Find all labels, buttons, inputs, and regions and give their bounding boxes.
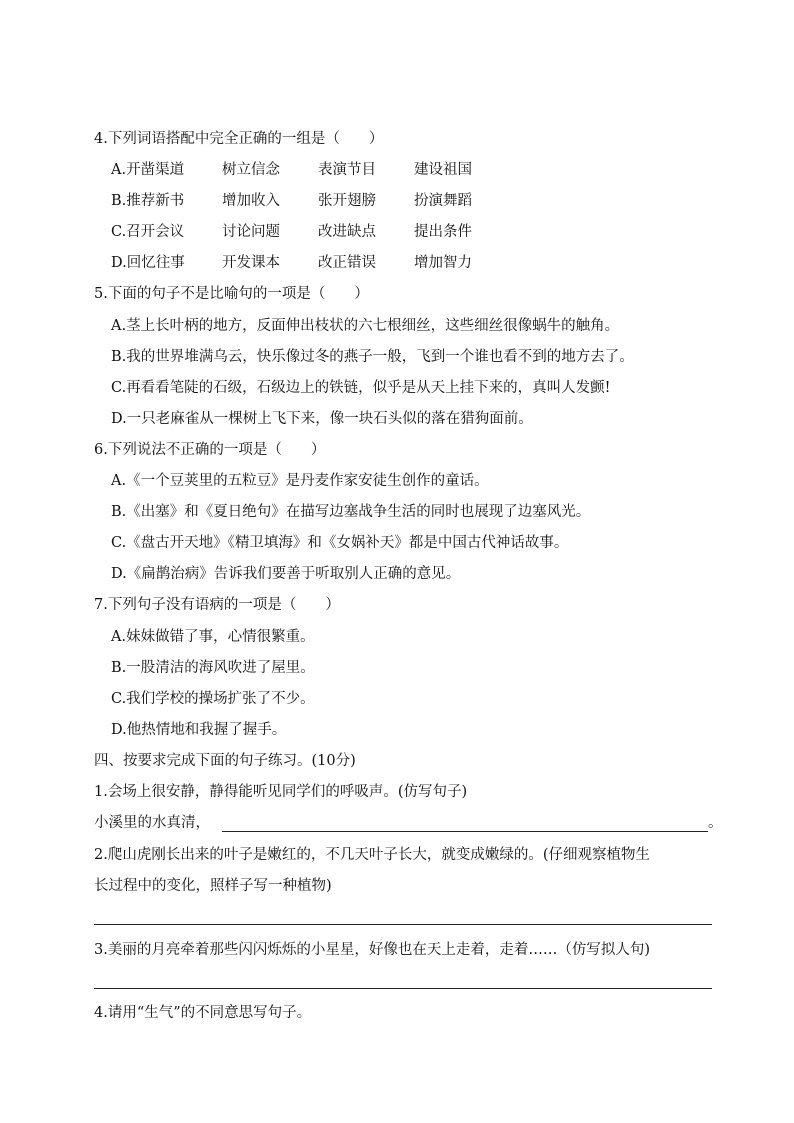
- sentence-2-prompt-line-1: 2.爬山虎刚长出来的叶子是嫩红的，不几天叶子长大，就变成嫩绿的。(仔细观察植物生: [94, 847, 650, 863]
- section-4-heading: 四、按要求完成下面的句子练习。(10分): [94, 753, 356, 769]
- q4-option-c-2: 讨论问题: [222, 224, 280, 240]
- q7-option-c: C.我们学校的操场扩张了不少。: [111, 691, 315, 707]
- sentence-1-prompt: 1.会场上很安静，静得能听见同学们的呼吸声。(仿写句子): [94, 784, 468, 800]
- sentence-1-period: 。: [708, 815, 723, 831]
- sentence-1-answer-blank[interactable]: [222, 831, 708, 832]
- q4-option-c-1: C.召开会议: [111, 224, 185, 240]
- q4-option-b-4: 扮演舞蹈: [414, 193, 472, 209]
- question-7-stem: 7.下列句子没有语病的一项是（ ）: [94, 597, 340, 613]
- q7-option-b: B.一股清洁的海风吹进了屋里。: [111, 660, 315, 676]
- q4-option-d-3: 改正错误: [318, 255, 376, 271]
- question-6-stem: 6.下列说法不正确的一项是（ ）: [94, 442, 326, 458]
- q4-option-a-2: 树立信念: [222, 162, 280, 178]
- q6-option-b: B.《出塞》和《夏日绝句》在描写边塞战争生活的同时也展现了边塞风光。: [111, 504, 591, 520]
- sentence-3-prompt: 3.美丽的月亮牵着那些闪闪烁烁的小星星，好像也在天上走着，走着……（仿写拟人句): [94, 942, 650, 958]
- q4-option-a-1: A.开凿渠道: [111, 162, 185, 178]
- q5-option-a: A.茎上长叶柄的地方，反面伸出枝状的六七根细丝，这些细丝很像蜗牛的触角。: [111, 318, 620, 334]
- q4-option-c-4: 提出条件: [414, 224, 472, 240]
- question-4-stem: 4.下列词语搭配中完全正确的一组是（ ）: [94, 131, 384, 147]
- q4-option-b-3: 张开翅膀: [318, 193, 376, 209]
- question-5-stem: 5.下面的句子不是比喻句的一项是（ ）: [94, 286, 369, 302]
- q4-option-b-2: 增加收入: [222, 193, 280, 209]
- q6-option-a: A.《一个豆荚里的五粒豆》是丹麦作家安徒生创作的童话。: [111, 473, 489, 489]
- q7-option-d: D.他热情地和我握了握手。: [111, 722, 287, 738]
- q4-option-b-1: B.推荐新书: [111, 193, 185, 209]
- sentence-1-lead: 小溪里的水真清，: [94, 815, 210, 831]
- q6-option-c: C.《盘古开天地》《精卫填海》和《女娲补天》都是中国古代神话故事。: [111, 535, 569, 551]
- q5-option-c: C.再看看笔陡的石级，石级边上的铁链，似乎是从天上挂下来的，真叫人发颤!: [111, 380, 611, 396]
- q4-option-d-1: D.回忆往事: [111, 255, 185, 271]
- q5-option-b: B.我的世界堆满乌云，快乐像过冬的燕子一般，飞到一个谁也看不到的地方去了。: [111, 349, 634, 365]
- sentence-2-answer-line[interactable]: [94, 924, 712, 925]
- sentence-2-prompt-line-2: 长过程中的变化，照样子写一种植物): [94, 878, 332, 894]
- q4-option-d-4: 增加智力: [414, 255, 472, 271]
- q4-option-c-3: 改进缺点: [318, 224, 376, 240]
- sentence-4-prompt: 4.请用“生气”的不同意思写句子。: [94, 1005, 312, 1021]
- q4-option-a-3: 表演节目: [318, 162, 376, 178]
- q6-option-d: D.《扁鹊治病》告诉我们要善于听取别人正确的意见。: [111, 566, 461, 582]
- q4-option-a-4: 建设祖国: [414, 162, 472, 178]
- q7-option-a: A.妹妹做错了事，心情很繁重。: [111, 629, 315, 645]
- q4-option-d-2: 开发课本: [222, 255, 280, 271]
- sentence-3-answer-line[interactable]: [94, 988, 712, 989]
- q5-option-d: D.一只老麻雀从一棵树上飞下来，像一块石头似的落在猎狗面前。: [111, 411, 533, 427]
